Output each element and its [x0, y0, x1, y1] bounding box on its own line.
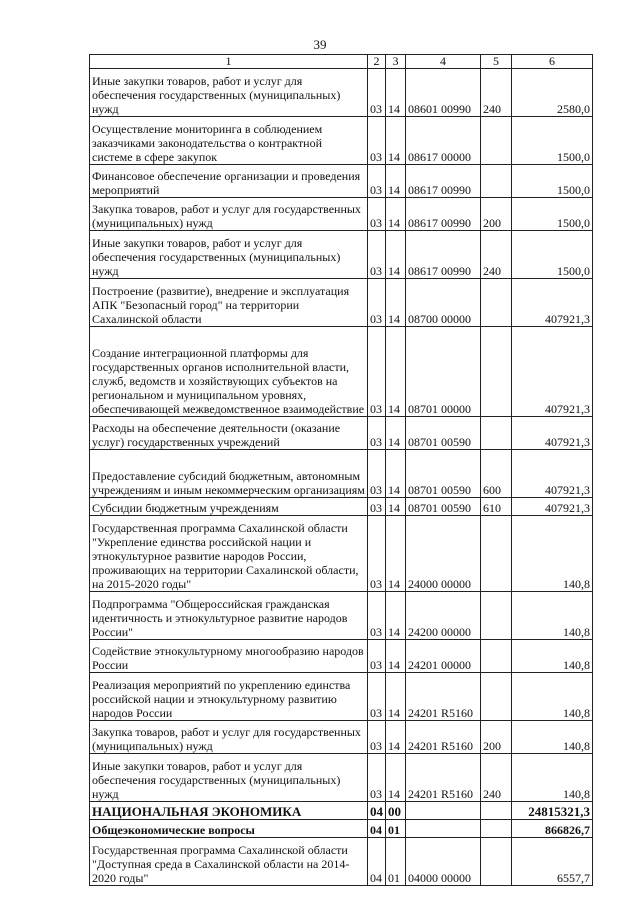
row-expense-type: 240	[481, 231, 512, 279]
row-subsection: 14	[386, 516, 406, 592]
row-section: 04	[368, 838, 386, 886]
row-subsection: 14	[386, 673, 406, 721]
table-row	[90, 754, 593, 802]
row-expense-type: 200	[481, 721, 512, 754]
row-section: 03	[368, 516, 386, 592]
row-target-article: 24201 R5160	[406, 721, 481, 754]
row-name: Осуществление мониторинга в соблюдением заказчиками законодательства о контрактной системе в сфере закупок	[90, 117, 368, 165]
row-target-article: 24000 00000	[406, 516, 481, 592]
row-sum: 407921,3	[512, 498, 593, 516]
row-name: Иные закупки товаров, работ и услуг для обеспечения государственных (муниципальных) нужд	[90, 69, 368, 117]
row-sum: 140,8	[512, 640, 593, 673]
row-target-article: 08617 00990	[406, 231, 481, 279]
row-expense-type	[481, 417, 512, 450]
row-section: 03	[368, 673, 386, 721]
table-row	[90, 673, 593, 721]
row-subsection: 14	[386, 498, 406, 516]
row-expense-type: 600	[481, 450, 512, 498]
row-subsection: 14	[386, 721, 406, 754]
row-name: Реализация мероприятий по укреплению единства российской нации и этнокультурному развитию народов России	[90, 673, 368, 721]
row-subsection: 01	[386, 820, 406, 838]
row-subsection: 14	[386, 417, 406, 450]
table-row	[90, 327, 593, 417]
row-expense-type: 200	[481, 198, 512, 231]
header-cell: 4	[406, 55, 481, 69]
row-sum: 24815321,3	[512, 802, 593, 820]
row-name: Государственная программа Сахалинской области "Укрепление единства российской нации и этнокультурное развитие народов России, проживающих на территории Сахалинской области, на 2015-2020 годы"	[90, 516, 368, 592]
table-row	[90, 117, 593, 165]
row-section: 03	[368, 231, 386, 279]
row-sum: 2580,0	[512, 69, 593, 117]
row-expense-type: 610	[481, 498, 512, 516]
row-section: 03	[368, 165, 386, 198]
row-sum: 140,8	[512, 754, 593, 802]
row-name: Создание интеграционной платформы для государственных органов исполнительной власти, служб, ведомств и хозяйствующих субъектов на региональном и муниципальном уровнях, обеспечивающей межведомственное взаимодействие	[90, 327, 368, 417]
table-row	[90, 279, 593, 327]
table-row	[90, 498, 593, 516]
row-subsection: 14	[386, 592, 406, 640]
row-expense-type	[481, 820, 512, 838]
table-row	[90, 802, 593, 820]
row-section: 03	[368, 117, 386, 165]
row-target-article: 24201 R5160	[406, 673, 481, 721]
row-sum: 1500,0	[512, 231, 593, 279]
table-row	[90, 450, 593, 498]
budget-table	[89, 54, 593, 886]
row-target-article: 08701 00590	[406, 498, 481, 516]
page-number: 39	[313, 37, 327, 52]
row-name: Финансовое обеспечение организации и проведения мероприятий	[90, 165, 368, 198]
row-subsection: 14	[386, 165, 406, 198]
row-subsection: 14	[386, 754, 406, 802]
table-row	[90, 231, 593, 279]
row-section: 04	[368, 802, 386, 820]
row-target-article: 08617 00000	[406, 117, 481, 165]
row-name: Иные закупки товаров, работ и услуг для обеспечения государственных (муниципальных) нужд	[90, 231, 368, 279]
row-expense-type	[481, 165, 512, 198]
row-target-article: 08617 00990	[406, 198, 481, 231]
row-name: Предоставление субсидий бюджетным, автономным учреждениям и иным некоммерческим организациям	[90, 450, 368, 498]
row-section: 03	[368, 450, 386, 498]
row-section: 03	[368, 498, 386, 516]
row-subsection: 14	[386, 69, 406, 117]
row-subsection: 14	[386, 231, 406, 279]
row-section: 04	[368, 820, 386, 838]
table-row	[90, 198, 593, 231]
row-target-article: 08700 00000	[406, 279, 481, 327]
row-sum: 140,8	[512, 516, 593, 592]
table-row	[90, 592, 593, 640]
row-sum: 866826,7	[512, 820, 593, 838]
table-row	[90, 165, 593, 198]
table-row	[90, 820, 593, 838]
header-cell: 1	[90, 55, 368, 69]
row-section: 03	[368, 754, 386, 802]
row-subsection: 01	[386, 838, 406, 886]
row-target-article: 24201 R5160	[406, 754, 481, 802]
row-name: Расходы на обеспечение деятельности (оказание услуг) государственных учреждений	[90, 417, 368, 450]
row-sum: 1500,0	[512, 117, 593, 165]
row-expense-type	[481, 673, 512, 721]
row-section: 03	[368, 721, 386, 754]
table-row	[90, 721, 593, 754]
row-expense-type	[481, 327, 512, 417]
row-sum: 407921,3	[512, 450, 593, 498]
row-target-article: 24200 00000	[406, 592, 481, 640]
row-section: 03	[368, 69, 386, 117]
row-expense-type	[481, 802, 512, 820]
row-sum: 140,8	[512, 592, 593, 640]
row-name: Государственная программа Сахалинской области "Доступная среда в Сахалинской области на 2014-2020 годы"	[90, 838, 368, 886]
row-target-article: 24201 00000	[406, 640, 481, 673]
table-row	[90, 69, 593, 117]
row-name: Закупка товаров, работ и услуг для государственных (муниципальных) нужд	[90, 198, 368, 231]
row-subsection: 14	[386, 327, 406, 417]
row-sum: 1500,0	[512, 198, 593, 231]
row-name: Субсидии бюджетным учреждениям	[90, 498, 368, 516]
header-cell: 5	[481, 55, 512, 69]
row-sum: 407921,3	[512, 279, 593, 327]
row-sum: 140,8	[512, 673, 593, 721]
row-expense-type	[481, 838, 512, 886]
row-name: Общеэкономические вопросы	[90, 820, 368, 838]
row-expense-type: 240	[481, 69, 512, 117]
row-subsection: 14	[386, 640, 406, 673]
table-row	[90, 516, 593, 592]
row-sum: 407921,3	[512, 327, 593, 417]
row-target-article: 08617 00990	[406, 165, 481, 198]
row-section: 03	[368, 279, 386, 327]
row-target-article: 08701 00590	[406, 417, 481, 450]
table-row	[90, 640, 593, 673]
row-subsection: 14	[386, 279, 406, 327]
row-target-article: 04000 00000	[406, 838, 481, 886]
row-sum: 140,8	[512, 721, 593, 754]
row-section: 03	[368, 592, 386, 640]
row-section: 03	[368, 417, 386, 450]
row-expense-type: 240	[481, 754, 512, 802]
row-expense-type	[481, 279, 512, 327]
row-subsection: 14	[386, 450, 406, 498]
row-expense-type	[481, 592, 512, 640]
row-target-article	[406, 820, 481, 838]
row-name: НАЦИОНАЛЬНАЯ ЭКОНОМИКА	[90, 802, 368, 820]
row-sum: 1500,0	[512, 165, 593, 198]
row-target-article	[406, 802, 481, 820]
row-subsection: 14	[386, 117, 406, 165]
row-section: 03	[368, 327, 386, 417]
row-target-article: 08701 00590	[406, 450, 481, 498]
row-name: Иные закупки товаров, работ и услуг для обеспечения государственных (муниципальных) нужд	[90, 754, 368, 802]
row-subsection: 14	[386, 198, 406, 231]
table-header-row	[90, 55, 593, 69]
row-section: 03	[368, 640, 386, 673]
row-expense-type	[481, 516, 512, 592]
row-subsection: 00	[386, 802, 406, 820]
header-cell: 6	[512, 55, 593, 69]
header-cell: 3	[386, 55, 406, 69]
row-sum: 407921,3	[512, 417, 593, 450]
row-name: Содействие этнокультурному многообразию народов России	[90, 640, 368, 673]
table-row	[90, 417, 593, 450]
table-row	[90, 838, 593, 886]
row-expense-type	[481, 117, 512, 165]
row-name: Закупка товаров, работ и услуг для государственных (муниципальных) нужд	[90, 721, 368, 754]
row-target-article: 08601 00990	[406, 69, 481, 117]
row-name: Подпрограмма "Общероссийская гражданская идентичность и этнокультурное развитие народов России"	[90, 592, 368, 640]
row-sum: 6557,7	[512, 838, 593, 886]
row-section: 03	[368, 198, 386, 231]
row-target-article: 08701 00000	[406, 327, 481, 417]
row-expense-type	[481, 640, 512, 673]
row-name: Построение (развитие), внедрение и эксплуатация АПК "Безопасный город" на территории Сахалинской области	[90, 279, 368, 327]
header-cell: 2	[368, 55, 386, 69]
